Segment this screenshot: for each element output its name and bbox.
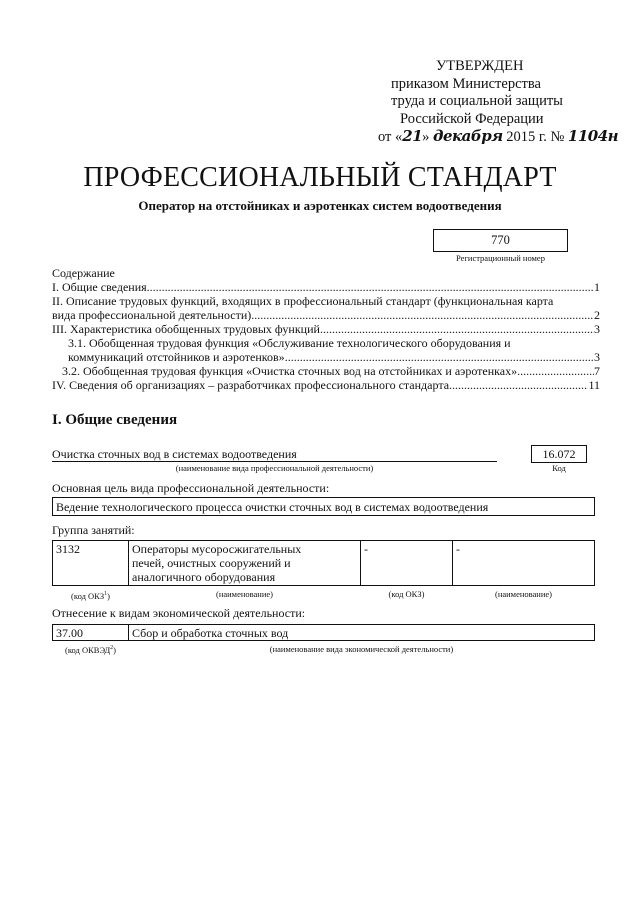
toc-item-page: 11 [588,378,600,392]
activity-kind-field: Очистка сточных вод в системах водоотведения [52,447,497,462]
toc-leader [285,350,594,364]
toc-item-page: 2 [594,308,600,322]
caption-text: (код ОКВЭД [65,644,111,655]
approval-line-labour: труда и социальной защиты [391,93,563,109]
toc-leader [320,322,594,336]
occupation-group-table [52,540,595,604]
toc-item[interactable] [52,336,600,364]
registration-number-label: Регистрационный номер [456,253,545,263]
date-year: 2015 г. № [502,129,568,145]
okved-code-caption: (код ОКВЭД$^2$) [65,644,116,655]
order-number: 1104н [567,127,619,145]
okved-name-cell: Сбор и обработка сточных вод [129,625,595,641]
approval-line-ministry: приказом Министерства [391,75,541,92]
okved-name-caption: (наименование вида экономической деятельности) [269,643,454,654]
toc-item[interactable] [52,364,600,378]
toc-item-label: II. Описание трудовых функций, входящих в профессиональный стандарт (функциональная карта [52,294,554,308]
toc-item-page: 7 [594,364,600,378]
table-of-contents [52,266,600,392]
caption-text: (код ОКЗ [71,590,105,601]
okz-name-line: печей, очистных сооружений и [132,556,291,570]
table-caption-row [53,641,595,657]
toc-item-label-cont: вида профессиональной деятельности) [52,308,252,322]
okz-code-caption: (код ОКЗ$^1$) [71,590,110,601]
activity-kind-caption: (наименование вида профессиональной деятельности) [175,463,374,473]
okz-name-line: аналогичного оборудования [132,570,276,584]
okved-code-cell: 37.00 [53,625,129,641]
footnote-mark: 1 [104,591,108,597]
okz-name-cell [129,541,361,586]
toc-item-label-cont: коммуникаций отстойников и аэротенков» [68,350,285,364]
toc-item-label: IV. Сведения об организациях – разработчиках профессионального стандарта [52,378,450,392]
toc-item-label: I. Общие сведения [52,280,147,294]
document-title: ПРОФЕССИОНАЛЬНЫЙ СТАНДАРТ [83,162,557,193]
date-day: 21 [402,127,423,145]
goal-label: Основная цель вида профессиональной деятельности: [52,481,330,495]
document-subtitle: Оператор на отстойниках и аэротенках систем водоотведения [138,198,502,213]
okz-code2-caption: (код ОКЗ) [388,589,425,599]
toc-leader [449,378,588,392]
table-row [53,541,595,586]
approval-title: УТВЕРЖДЕН [436,58,524,74]
date-mid: » [422,129,434,145]
okz-name2-caption: (наименование) [494,589,553,599]
economic-activity-label: Отнесение к видам экономической деятельности: [52,606,306,620]
toc-item[interactable] [52,294,600,322]
toc-leader [147,280,594,294]
toc-item-label: 3.2. Обобщенная трудовая функция «Очистка сточных вод на отстойниках и аэротенках» [62,364,518,378]
toc-item-page: 3 [594,350,600,364]
okz-code-cell: 3132 [53,541,129,586]
approval-line-federation: Российской Федерации [400,110,544,127]
date-month: декабря [433,127,503,145]
toc-item[interactable] [52,322,600,336]
toc-item-page: 1 [594,280,600,294]
section-title: I. Общие сведения [52,412,178,428]
toc-item-label: III. Характеристика обобщенных трудовых функций [52,322,320,336]
table-row [53,625,595,641]
footnote-mark: 2 [110,645,114,651]
toc-leader [251,308,594,322]
okz-code2-cell: - [361,541,453,586]
approval-date-line [370,127,619,147]
date-prefix: от « [378,129,403,145]
okz-name-line: Операторы мусоросжигательных [132,542,302,556]
okz-name2-cell: - [453,541,595,586]
toc-item-page: 3 [594,322,600,336]
okz-name-caption: (наименование) [215,589,274,599]
goal-box: Ведение технологического процесса очистки сточных вод в системах водоотведения [52,497,595,516]
toc-item-label: 3.1. Обобщенная трудовая функция «Обслуживание технологического оборудования и [68,336,511,350]
toc-heading: Содержание [52,266,115,280]
approval-block [370,58,619,147]
registration-number-box: 770 [433,229,568,252]
activity-code-box: 16.072 [531,445,587,463]
toc-item[interactable] [52,378,600,392]
table-caption-row [53,586,595,604]
toc-leader [517,364,594,378]
activity-code-caption: Код [552,463,566,473]
toc-item[interactable] [52,280,600,294]
economic-activity-table [52,624,595,657]
occupation-group-label: Группа занятий: [52,523,135,537]
